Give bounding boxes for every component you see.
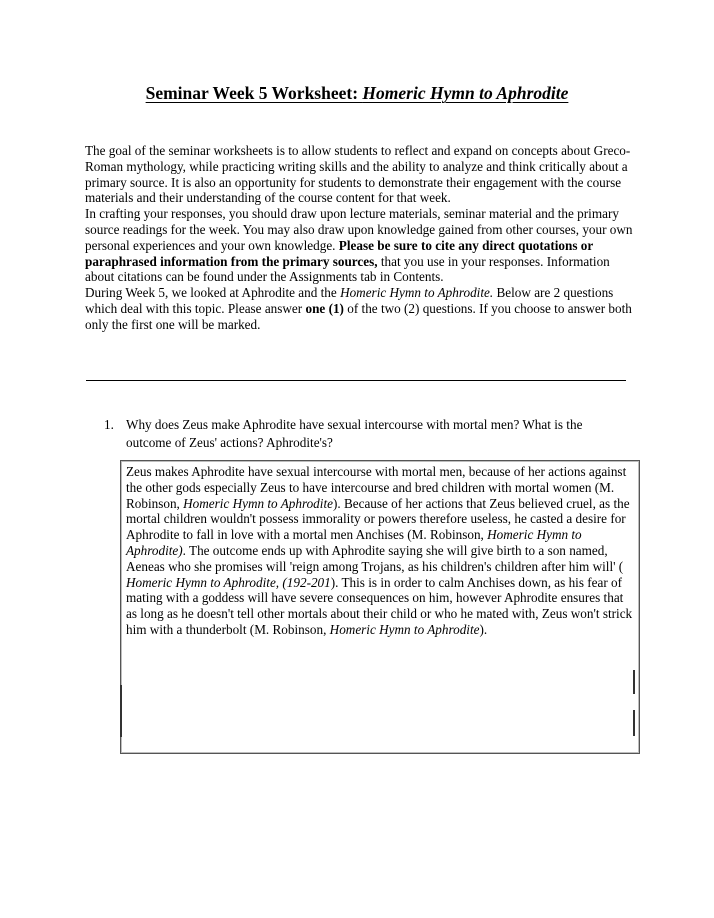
answer-citation: Homeric Hymn to Aphrodite <box>329 621 480 637</box>
question-1 <box>104 416 624 452</box>
crafting-text-end: that you use in your responses. Information about citations can be found under the Assignments tab in Contents. <box>85 253 610 285</box>
crafting-text: In crafting your responses, you should draw upon lecture materials, seminar material and the primary source readings for the week. You may also draw upon knowledge gained from other courses, your own personal experiences and your own knowledge. <box>85 206 633 253</box>
instructions-goal: The goal of the seminar worksheets is to allow students to reflect and expand on concepts about Greco-Roman mythology, while practicing writing skills and the ability to analyze and think critically about a primary source. It is also an opportunity for students to demonstrate their engagement with the course materials and their understanding of the course content for that week. <box>85 143 631 206</box>
title-plain: Seminar Week 5 Worksheet: <box>145 83 363 103</box>
answer-part: ). <box>479 621 488 637</box>
worksheet-title <box>0 82 714 104</box>
answer-part: ). This is in order to calm Anchises down, as his fear of mating with a goddess will have severe consequences on him, however Aphrodite ensures that as long as he doesn't tell other mortals about their child or who he mated with, Zeus won't strick him with a thunderbolt (M. Robinson, <box>126 574 633 637</box>
week5-text-mid: Below are 2 questions which deal with this topic. Please answer <box>85 285 614 316</box>
cite-emphasis: Please be sure to cite any direct quotations or paraphrased information from the primary sources, <box>85 237 593 269</box>
question-text: Why does Zeus make Aphrodite have sexual intercourse with mortal men? What is the outcome of Zeus' actions? Aphrodite's? <box>126 417 583 450</box>
instructions <box>85 143 633 333</box>
instructions-week5 <box>85 285 633 332</box>
title-italic: Homeric Hymn to Aphrodite <box>362 83 569 103</box>
week5-text-end: of the two (2) questions. If you choose to answer both only the first one will be marked. <box>85 300 632 332</box>
horizontal-divider <box>86 380 626 381</box>
answer-one-emphasis: one (1) <box>305 300 344 316</box>
textbox-right-edge-mark <box>633 670 635 694</box>
answer-part: Zeus makes Aphrodite have sexual intercourse with mortal men, because of her actions against the other gods especially Zeus to have intercourse and bred children with mortal women (M. Robinson, <box>126 464 627 511</box>
answer-text <box>126 464 635 638</box>
answer-citation: Homeric Hymn to Aphrodite, (192-201 <box>126 574 331 590</box>
week5-text: During Week 5, we looked at Aphrodite and the <box>85 285 341 301</box>
answer-citation: Homeric Hymn to Aphrodite <box>183 495 333 511</box>
question-number: 1. <box>104 417 114 432</box>
answer-part: ). Because of her actions that Zeus believed cruel, as the mortal children wouldn't possess immorality or powers therefore useless, he casted a desire for Aphrodite to fall in love with a mortal men Anchises (M. Robinson, <box>126 495 630 543</box>
textbox-right-edge-mark-lower <box>633 710 635 736</box>
week5-hymn-title: Homeric Hymn to Aphrodite. <box>340 285 494 301</box>
instructions-crafting <box>85 206 633 285</box>
answer-textbox[interactable] <box>120 460 640 754</box>
answer-part: . The outcome ends up with Aphrodite saying she will give birth to a son named, Aeneas who she promises will 'reign among Trojans, as his children's children after him will' ( <box>126 542 624 574</box>
textbox-left-edge-mark <box>120 685 122 737</box>
answer-citation: Homeric Hymn to Aphrodite) <box>126 527 582 558</box>
